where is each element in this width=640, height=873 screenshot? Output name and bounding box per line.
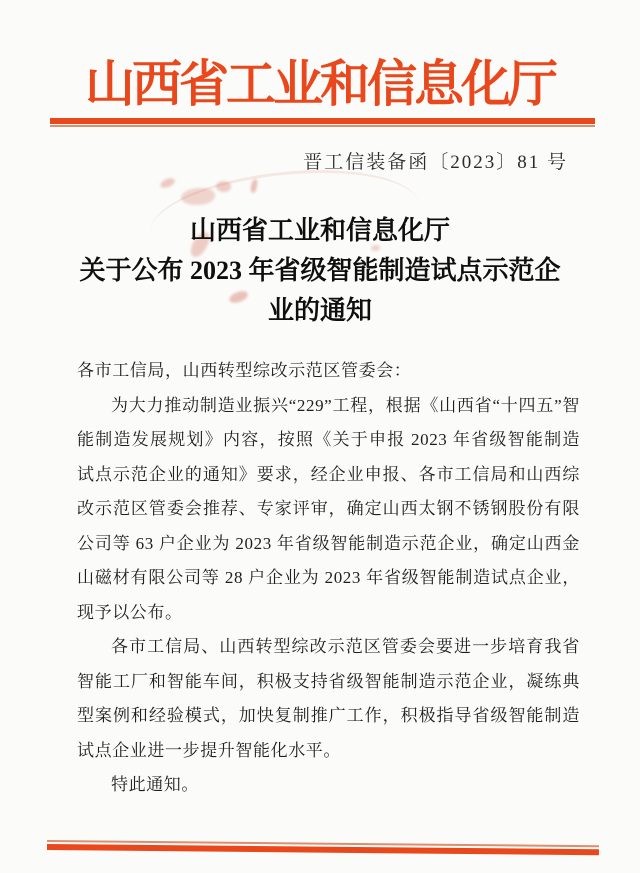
salutation: 各市工信局，山西转型综改示范区管委会： <box>77 361 412 380</box>
stamp-smudge <box>159 177 176 189</box>
document-title <box>30 211 610 331</box>
body-paragraph-1: 为大力推动制造业振兴“229”工程，根据《山西省“十四五”智能制造发展规划》内容，按照《关于申报 2023 年省级智能制造试点示范企业的通知》要求，经企业申报、各市工信局和山西综改示范区管委会推荐、专家评审，确定山西太钢不锈钢股份有限公司等 63 户企业为 2023 年省级智能制造示范企业，确定山西金山磁材有限公司等 28 户企业为 2023 年省级智能制造试点企业，现予以公布。 <box>77 395 580 622</box>
header-rule <box>50 118 595 127</box>
header-rule-thick <box>50 118 595 124</box>
body-paragraph-2: 各市工信局、山西转型综改示范区管委会要进一步培育我省智能工厂和智能车间，积极支持省级智能制造示范企业，凝练典型案例和经验模式，加快复制推广工作，积极指导省级智能制造试点企业进一步提升智能化水平。 <box>77 637 580 760</box>
header-rule-thin <box>50 125 595 127</box>
closing-line: 特此通知。 <box>111 775 199 794</box>
title-line-1: 山西省工业和信息化厅 <box>189 216 450 245</box>
letterhead-title: 山西省工业和信息化厅 <box>85 56 555 112</box>
title-line-2: 关于公布 2023 年省级智能制造试点示范企 <box>79 256 561 285</box>
document-body <box>77 354 580 803</box>
footer-rule <box>47 840 599 855</box>
doc-number: 晋工信装备函〔2023〕81 号 <box>303 152 568 173</box>
title-line-3: 业的通知 <box>267 296 372 325</box>
